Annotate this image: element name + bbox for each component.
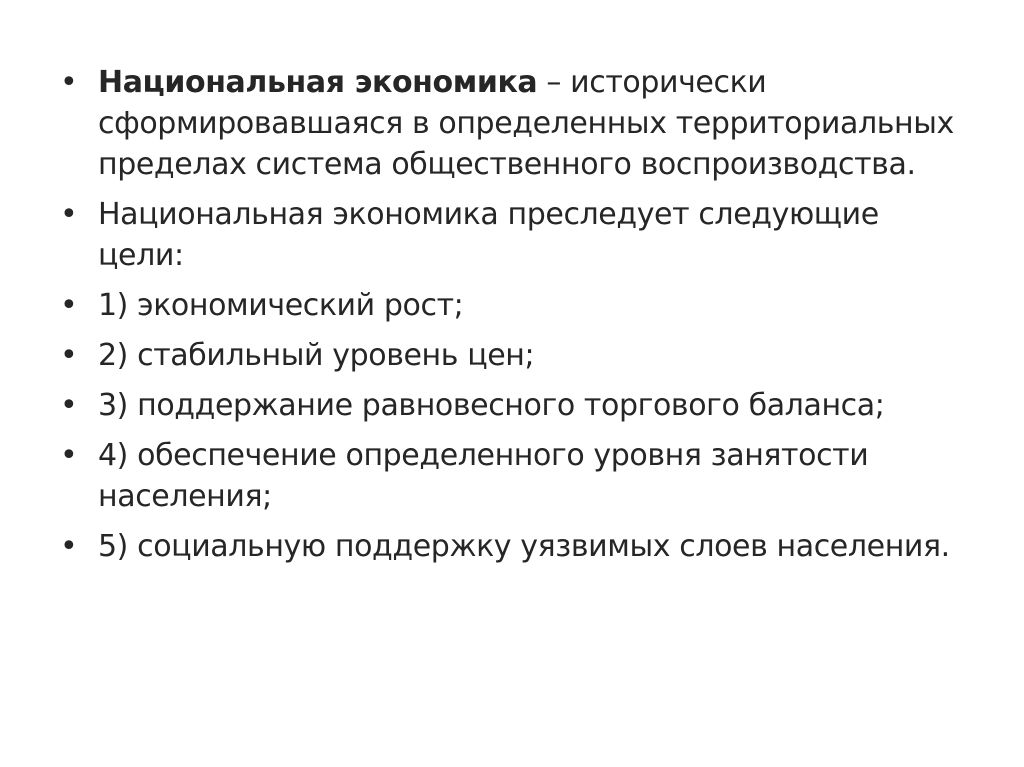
bullet-list xyxy=(58,62,958,576)
list-item-definition xyxy=(58,62,958,185)
goals-intro-text: Национальная экономика преследует следующие цели: xyxy=(98,197,879,273)
list-item-goal-4 xyxy=(58,435,958,517)
definition-text: – исторически сформировавшаяся в определенных территориальных пределах система общественного воспроизводства. xyxy=(98,65,954,182)
definition-term: Национальная экономика xyxy=(98,65,538,100)
list-item-goal-3 xyxy=(58,385,958,426)
bullet-icon: • xyxy=(60,529,78,564)
bullet-icon: • xyxy=(60,288,78,323)
goal-4-text: 4) обеспечение определенного уровня занятости населения; xyxy=(98,438,869,514)
bullet-icon: • xyxy=(60,65,78,100)
bullet-icon: • xyxy=(60,197,78,232)
goal-3-text: 3) поддержание равновесного торгового баланса; xyxy=(98,388,885,423)
list-item-goals-intro xyxy=(58,194,958,276)
list-item-goal-2 xyxy=(58,335,958,376)
bullet-icon: • xyxy=(60,438,78,473)
bullet-icon: • xyxy=(60,338,78,373)
goal-2-text: 2) стабильный уровень цен; xyxy=(98,338,535,373)
goal-5-text: 5) социальную поддержку уязвимых слоев населения. xyxy=(98,529,950,564)
bullet-icon: • xyxy=(60,388,78,423)
goal-1-text: 1) экономический рост; xyxy=(98,288,464,323)
list-item-goal-5 xyxy=(58,526,958,567)
list-item-goal-1 xyxy=(58,285,958,326)
